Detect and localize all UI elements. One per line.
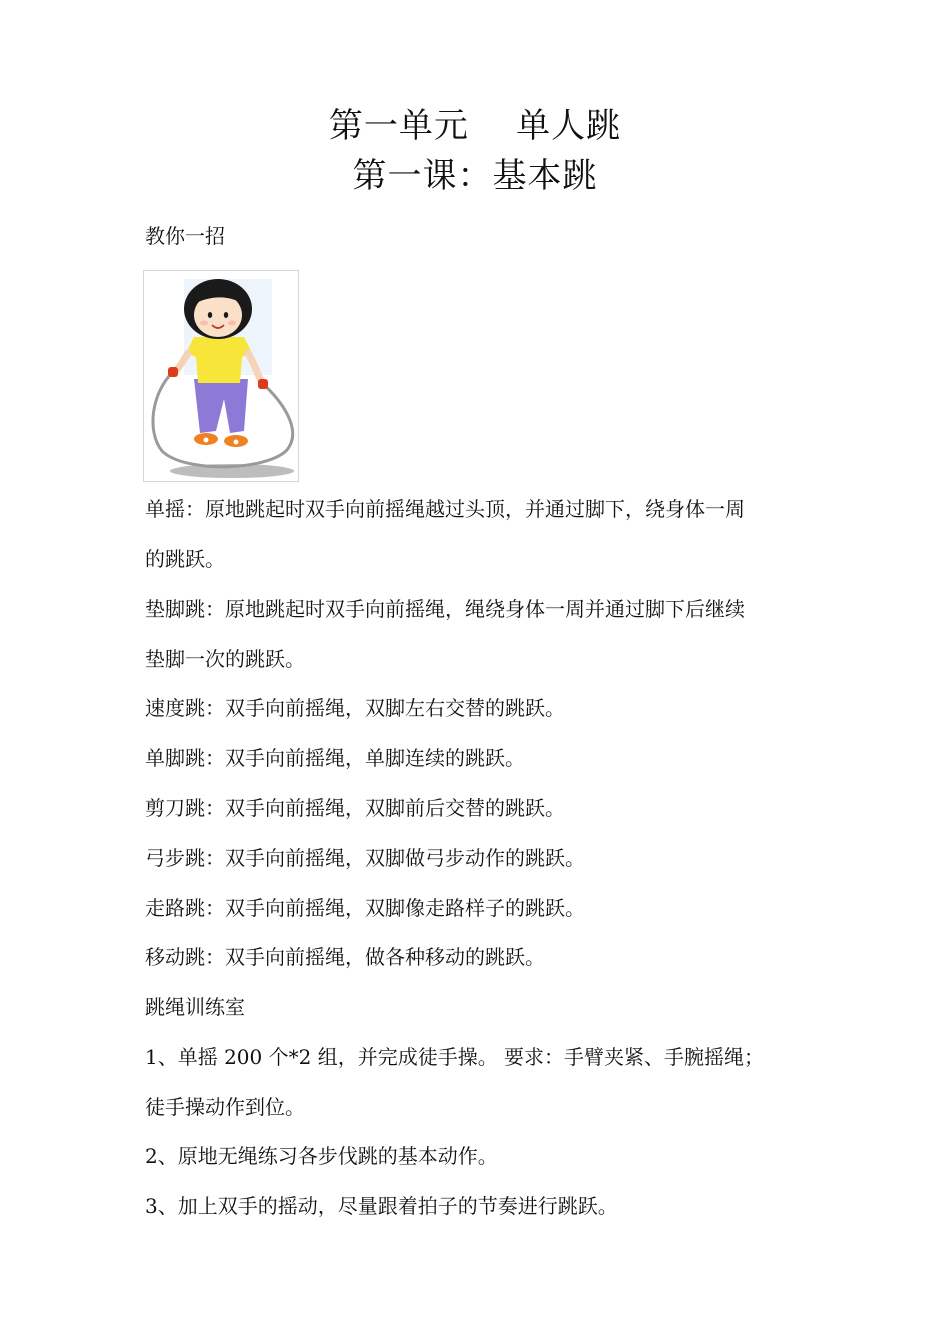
paragraph-line: 单脚跳：双手向前摇绳，单脚连续的跳跃。 — [145, 746, 525, 770]
paragraph-line: 移动跳：双手向前摇绳，做各种移动的跳跃。 — [145, 945, 545, 969]
girl-jumping-rope-icon — [143, 270, 299, 482]
lesson-title: 第一课：基本跳 — [352, 156, 598, 196]
unit-title: 第一单元 单人跳 — [328, 106, 622, 146]
section-heading-training: 跳绳训练室 — [145, 995, 245, 1019]
paragraph-line: 垫脚一次的跳跃。 — [145, 647, 305, 671]
paragraph-line: 垫脚跳：原地跳起时双手向前摇绳，绳绕身体一周并通过脚下后继续 — [145, 597, 745, 621]
paragraph-line: 的跳跃。 — [145, 547, 225, 571]
paragraph-line: 速度跳：双手向前摇绳，双脚左右交替的跳跃。 — [145, 696, 565, 720]
training-item: 3、加上双手的摇动，尽量跟着拍子的节奏进行跳跃。 — [145, 1194, 618, 1218]
training-item: 2、原地无绳练习各步伐跳的基本动作。 — [145, 1144, 498, 1168]
paragraph-line: 走路跳：双手向前摇绳，双脚像走路样子的跳跃。 — [145, 896, 585, 920]
training-item: 1、单摇 200 个*2 组，并完成徒手操。 要求：手臂夹紧、手腕摇绳； — [145, 1045, 765, 1069]
section-heading-tips: 教你一招 — [145, 224, 225, 248]
paragraph-line: 剪刀跳：双手向前摇绳，双脚前后交替的跳跃。 — [145, 796, 565, 820]
paragraph-line: 单摇：原地跳起时双手向前摇绳越过头顶，并通过脚下，绕身体一周 — [145, 497, 745, 521]
paragraph-line: 弓步跳：双手向前摇绳，双脚做弓步动作的跳跃。 — [145, 846, 585, 870]
training-item: 徒手操动作到位。 — [145, 1095, 305, 1119]
